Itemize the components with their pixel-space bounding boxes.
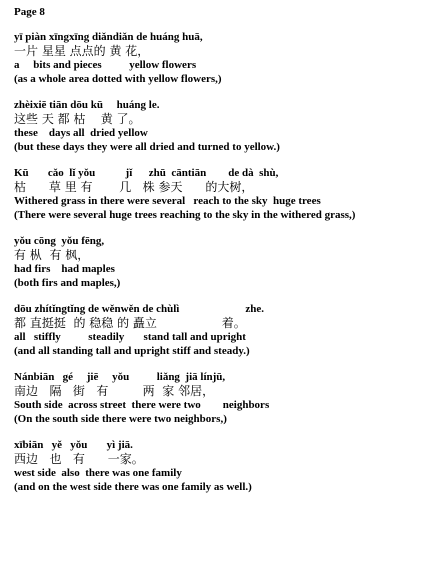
translation-line: (but these days they were all dried and turned to yellow.) xyxy=(14,141,280,153)
hanzi-line: 都 直挺挺 的 稳稳 的 矗立 着。 xyxy=(14,316,246,330)
pinyin-line: yǒu cōng yǒu fēng, xyxy=(14,235,105,247)
stanza-4 xyxy=(14,234,415,290)
pinyin-line: xībiān yě yǒu yì jiā. xyxy=(14,439,133,451)
translation-line: (as a whole area dotted with yellow flowers,) xyxy=(14,73,222,85)
translation-line: (On the south side there were two neighbors,) xyxy=(14,413,227,425)
gloss-line: Withered grass in there were several reach to the sky huge trees xyxy=(14,195,321,207)
pinyin-line: Kū cǎo lǐ yǒu jǐ zhū cāntiān de dà shù, xyxy=(14,167,279,179)
stanza-1 xyxy=(14,30,415,86)
translation-line: (both firs and maples,) xyxy=(14,277,121,289)
pinyin-line: yī piàn xīngxīng diǎndiǎn de huáng huā, xyxy=(14,31,203,43)
pinyin-line: Nánbiān gé jiē yǒu liǎng jiā línjū, xyxy=(14,371,226,383)
stanza-6 xyxy=(14,370,415,426)
pinyin-line: dōu zhítǐngtǐng de wěnwěn de chùlì zhe. xyxy=(14,303,264,315)
gloss-line: a bits and pieces yellow flowers xyxy=(14,59,197,71)
gloss-line: west side also there was one family xyxy=(14,467,182,479)
stanza-2 xyxy=(14,98,415,154)
hanzi-line: 西边 也 有 一家。 xyxy=(14,452,144,466)
stanza-3 xyxy=(14,166,415,222)
translation-line: (and all standing tall and upright stiff and steady.) xyxy=(14,345,250,357)
gloss-line: had firs had maples xyxy=(14,263,115,275)
gloss-line: South side across street there were two neighbors xyxy=(14,399,270,411)
translation-line: (There were several huge trees reaching to the sky in the withered grass,) xyxy=(14,209,356,221)
gloss-line: these days all dried yellow xyxy=(14,127,148,139)
hanzi-line: 有 枞 有 枫， xyxy=(14,248,90,262)
stanza-5 xyxy=(14,302,415,358)
pinyin-line: zhèixiē tiān dōu kū huáng le. xyxy=(14,99,160,111)
stanza-7 xyxy=(14,438,415,494)
gloss-line: all stiffly steadily stand tall and upright xyxy=(14,331,246,343)
hanzi-line: 南边 隔 街 有 两 家 邻居， xyxy=(14,384,215,398)
page-number: Page 8 xyxy=(14,6,45,18)
hanzi-line: 一片 星星 点点的 黄 花， xyxy=(14,44,150,58)
hanzi-line: 枯 草 里 有 几 株 参天 的大树， xyxy=(14,180,254,194)
translation-line: (and on the west side there was one family as well.) xyxy=(14,481,252,493)
hanzi-line: 这些 天 都 枯 黄 了。 xyxy=(14,112,141,126)
